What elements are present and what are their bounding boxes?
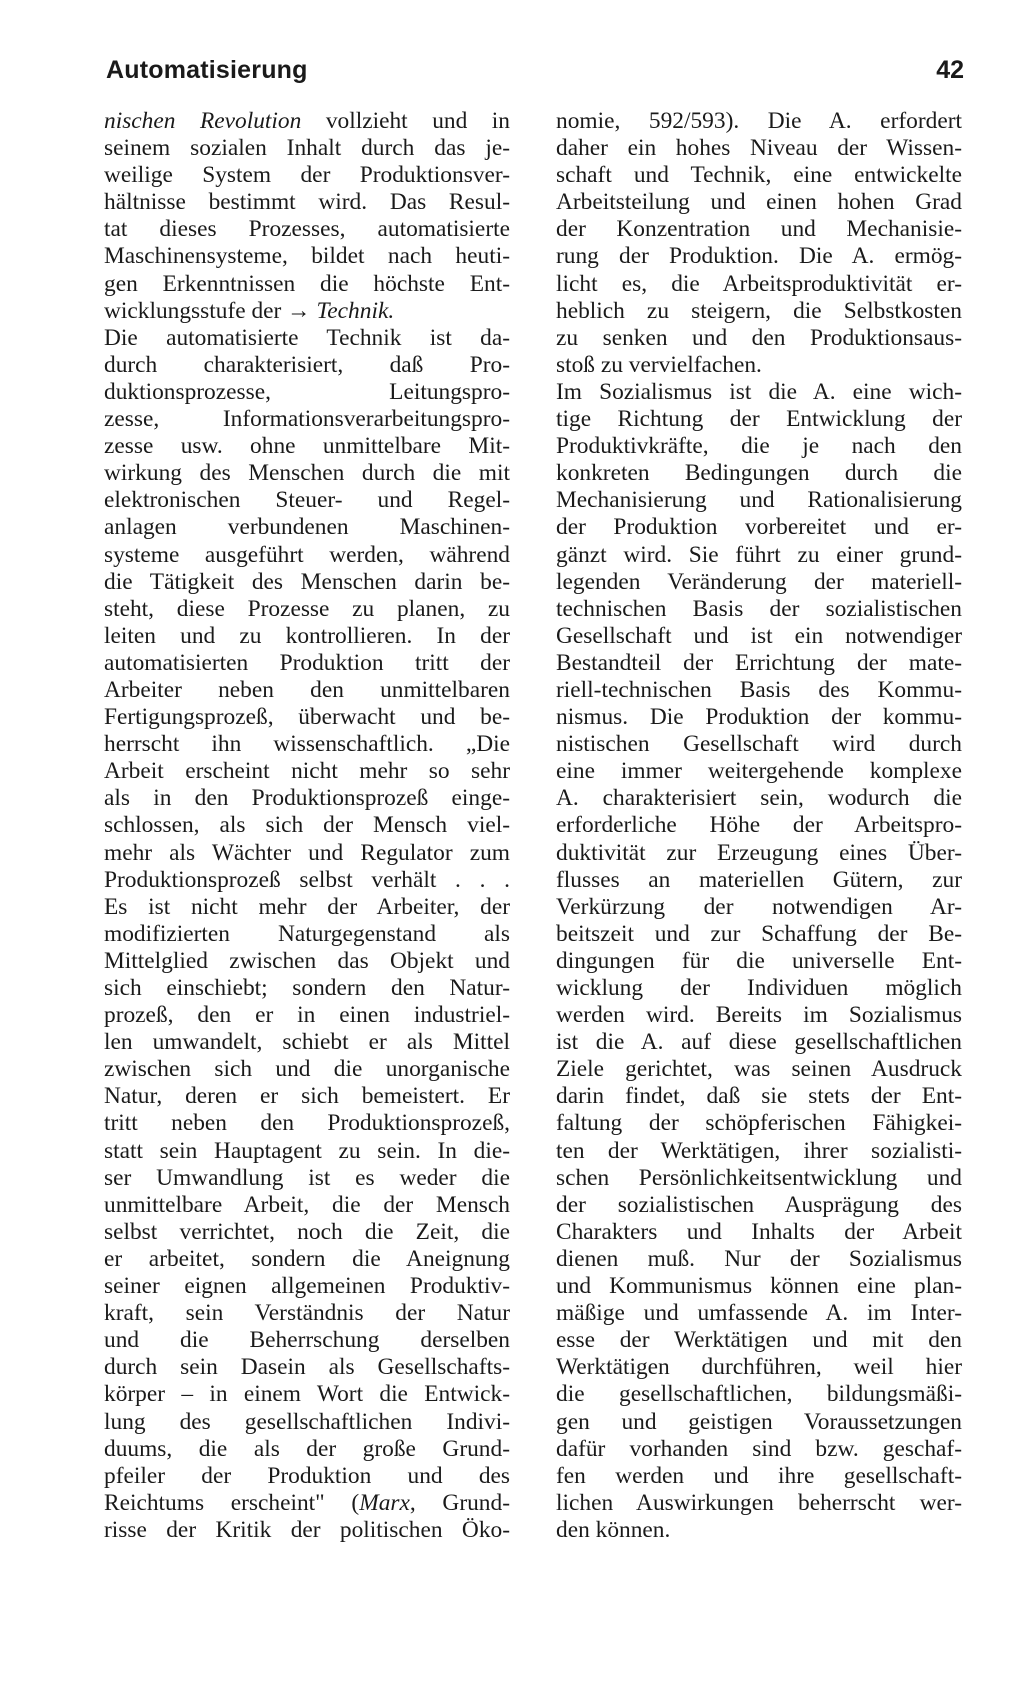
text-line: durch charakterisiert, daß Pro- — [104, 351, 510, 378]
text-line: lung des gesellschaftlichen Indivi- — [104, 1408, 510, 1435]
text-line: und Kommunismus können eine plan- — [556, 1273, 962, 1300]
text-line: dafür vorhanden sind bzw. geschaf- — [556, 1435, 962, 1462]
page-number: 42 — [936, 56, 964, 84]
right-text-column — [556, 108, 962, 1544]
text-line: prozeß, den er in einen industriel- — [104, 1002, 510, 1029]
text-line: Natur, deren er sich bemeistert. Er — [104, 1083, 510, 1110]
text-line: zesse, Informationsverarbeitungspro- — [104, 406, 510, 433]
text-line: anlagen verbundenen Maschinen- — [104, 514, 510, 541]
text-line: duktionsprozesse, Leitungspro- — [104, 378, 510, 405]
text-line: gen und geistigen Voraussetzungen — [556, 1408, 962, 1435]
text-line: pfeiler der Produktion und des — [104, 1462, 510, 1489]
text-line: tritt neben den Produktionsprozeß, — [104, 1110, 510, 1137]
text-line: konkreten Bedingungen durch die — [556, 460, 962, 487]
text-line: er arbeitet, sondern die Aneignung — [104, 1245, 510, 1272]
text-line: Arbeiter neben den unmittelbaren — [104, 676, 510, 703]
text-line: beitszeit und zur Schaffung der Be- — [556, 920, 962, 947]
text-line: A. charakterisiert sein, wodurch die — [556, 785, 962, 812]
text-line: ten der Werktätigen, ihrer sozialisti- — [556, 1137, 962, 1164]
text-line: ist die A. auf diese gesellschaftlichen — [556, 1029, 962, 1056]
text-line: Gesellschaft und ist ein notwendiger — [556, 622, 962, 649]
text-line: Die automatisierte Technik ist da- — [104, 324, 510, 351]
text-line: duums, die als der große Grund- — [104, 1435, 510, 1462]
text-line: elektronischen Steuer- und Regel- — [104, 487, 510, 514]
text-line: zwischen sich und die unorganische — [104, 1056, 510, 1083]
text-line: mäßige und umfassende A. im Inter- — [556, 1300, 962, 1327]
text-line: der sozialistischen Ausprägung des — [556, 1191, 962, 1218]
text-line: tige Richtung der Entwicklung der — [556, 406, 962, 433]
text-line: werden wird. Bereits im Sozialismus — [556, 1002, 962, 1029]
text-line: systeme ausgeführt werden, während — [104, 541, 510, 568]
text-line: legenden Veränderung der materiell- — [556, 568, 962, 595]
text-line: wicklungsstufe der → Technik. — [104, 297, 395, 324]
text-line: kraft, sein Verständnis der Natur — [104, 1300, 510, 1327]
text-line: faltung der schöpferischen Fähigkei- — [556, 1110, 962, 1137]
text-line: ser Umwandlung ist es weder die — [104, 1164, 510, 1191]
text-line: modifizierten Naturgegenstand als — [104, 920, 510, 947]
text-line: Mittelglied zwischen das Objekt und — [104, 947, 510, 974]
text-line: Reichtums erscheint" (Marx, Grund- — [104, 1489, 510, 1516]
text-line: Es ist nicht mehr der Arbeiter, der — [104, 893, 510, 920]
text-line: Produktivkräfte, die je nach den — [556, 433, 962, 460]
text-line: nismus. Die Produktion der kommu- — [556, 704, 962, 731]
text-line: herrscht ihn wissenschaftlich. „Die — [104, 731, 510, 758]
text-line: licht es, die Arbeitsproduktivität er- — [556, 270, 962, 297]
text-line: Charakters und Inhalts der Arbeit — [556, 1218, 962, 1245]
text-line: der Produktion vorbereitet und er- — [556, 514, 962, 541]
text-line: Mechanisierung und Rationalisierung — [556, 487, 962, 514]
text-line: dienen muß. Nur der Sozialismus — [556, 1245, 962, 1272]
text-line: duktivität zur Erzeugung eines Über- — [556, 839, 962, 866]
text-line: Maschinensysteme, bildet nach heuti- — [104, 243, 510, 270]
text-line: die Tätigkeit des Menschen darin be- — [104, 568, 510, 595]
running-head: Automatisierung — [106, 56, 308, 84]
text-line: tat dieses Prozesses, automatisierte — [104, 216, 510, 243]
text-line: wirkung des Menschen durch die mit — [104, 460, 510, 487]
text-line: wicklung der Individuen möglich — [556, 975, 962, 1001]
text-line: selbst verrichtet, noch die Zeit, die — [104, 1218, 510, 1245]
text-line: nomie, 592/593). Die A. erfordert — [556, 108, 962, 134]
text-line: darin findet, daß sie stets der Ent- — [556, 1083, 962, 1110]
text-line: schen Persönlichkeitsentwicklung und — [556, 1164, 962, 1191]
text-line: Produktionsprozeß selbst verhält . . . — [104, 866, 510, 893]
text-line: den können. — [556, 1516, 671, 1543]
text-line: flusses an materiellen Gütern, zur — [556, 866, 962, 893]
text-line: statt sein Hauptagent zu sein. In die- — [104, 1137, 510, 1164]
text-line: schaft und Technik, eine entwickelte — [556, 162, 962, 189]
text-line: als in den Produktionsprozeß einge- — [104, 785, 510, 812]
text-line: weilige System der Produktionsver- — [104, 162, 510, 189]
text-line: zu senken und den Produktionsaus- — [556, 324, 962, 351]
text-line: stoß zu vervielfachen. — [556, 351, 762, 378]
text-line: steht, diese Prozesse zu planen, zu — [104, 595, 510, 622]
text-line: seinem sozialen Inhalt durch das je- — [104, 135, 510, 162]
text-line: mehr als Wächter und Regulator zum — [104, 839, 510, 866]
text-line: automatisierten Produktion tritt der — [104, 649, 510, 676]
text-line: schlossen, als sich der Mensch viel- — [104, 812, 510, 839]
text-line: rung der Produktion. Die A. ermög- — [556, 243, 962, 270]
text-line: heblich zu steigern, die Selbstkosten — [556, 297, 962, 324]
text-line: lichen Auswirkungen beherrscht wer- — [556, 1489, 962, 1516]
text-line: daher ein hohes Niveau der Wissen- — [556, 135, 962, 162]
text-line: Verkürzung der notwendigen Ar- — [556, 893, 962, 920]
left-text-column — [104, 108, 510, 1544]
text-line: hältnisse bestimmt wird. Das Resul- — [104, 189, 510, 216]
text-line: Bestandteil der Errichtung der mate- — [556, 649, 962, 676]
page-header — [106, 56, 964, 92]
text-line: Arbeitsteilung und einen hohen Grad — [556, 189, 962, 216]
text-line: risse der Kritik der politischen Öko- — [104, 1516, 510, 1543]
text-line: körper – in einem Wort die Entwick- — [104, 1381, 510, 1408]
text-line: leiten und zu kontrollieren. In der — [104, 622, 510, 649]
text-line: und die Beherrschung derselben — [104, 1327, 510, 1354]
text-line: dingungen für die universelle Ent- — [556, 947, 962, 974]
text-line: fen werden und ihre gesellschaft- — [556, 1462, 962, 1489]
text-line: eine immer weitergehende komplexe — [556, 758, 962, 785]
text-line: nistischen Gesellschaft wird durch — [556, 731, 962, 758]
text-line: Ziele gerichtet, was seinen Ausdruck — [556, 1056, 962, 1083]
text-line: riell-technischen Basis des Kommu- — [556, 676, 962, 703]
text-line: Fertigungsprozeß, überwacht und be- — [104, 704, 510, 731]
text-line: Im Sozialismus ist die A. eine wich- — [556, 378, 962, 405]
text-line: gänzt wird. Sie führt zu einer grund- — [556, 541, 962, 568]
text-line: erforderliche Höhe der Arbeitspro- — [556, 812, 962, 839]
text-line: Werktätigen durchführen, weil hier — [556, 1354, 962, 1381]
text-line: esse der Werktätigen und mit den — [556, 1327, 962, 1354]
text-line: sich einschiebt; sondern den Natur- — [104, 975, 510, 1001]
text-line: unmittelbare Arbeit, die der Mensch — [104, 1191, 510, 1218]
text-line: der Konzentration und Mechanisie- — [556, 216, 962, 243]
text-line: seiner eignen allgemeinen Produktiv- — [104, 1273, 510, 1300]
text-line: die gesellschaftlichen, bildungsmäßi- — [556, 1381, 962, 1408]
text-line: nischen Revolution vollzieht und in — [104, 108, 510, 134]
text-line: durch sein Dasein als Gesellschafts- — [104, 1354, 510, 1381]
text-line: len umwandelt, schiebt er als Mittel — [104, 1029, 510, 1056]
text-line: Arbeit erscheint nicht mehr so sehr — [104, 758, 510, 785]
text-line: technischen Basis der sozialistischen — [556, 595, 962, 622]
text-line: zesse usw. ohne unmittelbare Mit- — [104, 433, 510, 460]
text-line: gen Erkenntnissen die höchste Ent- — [104, 270, 510, 297]
